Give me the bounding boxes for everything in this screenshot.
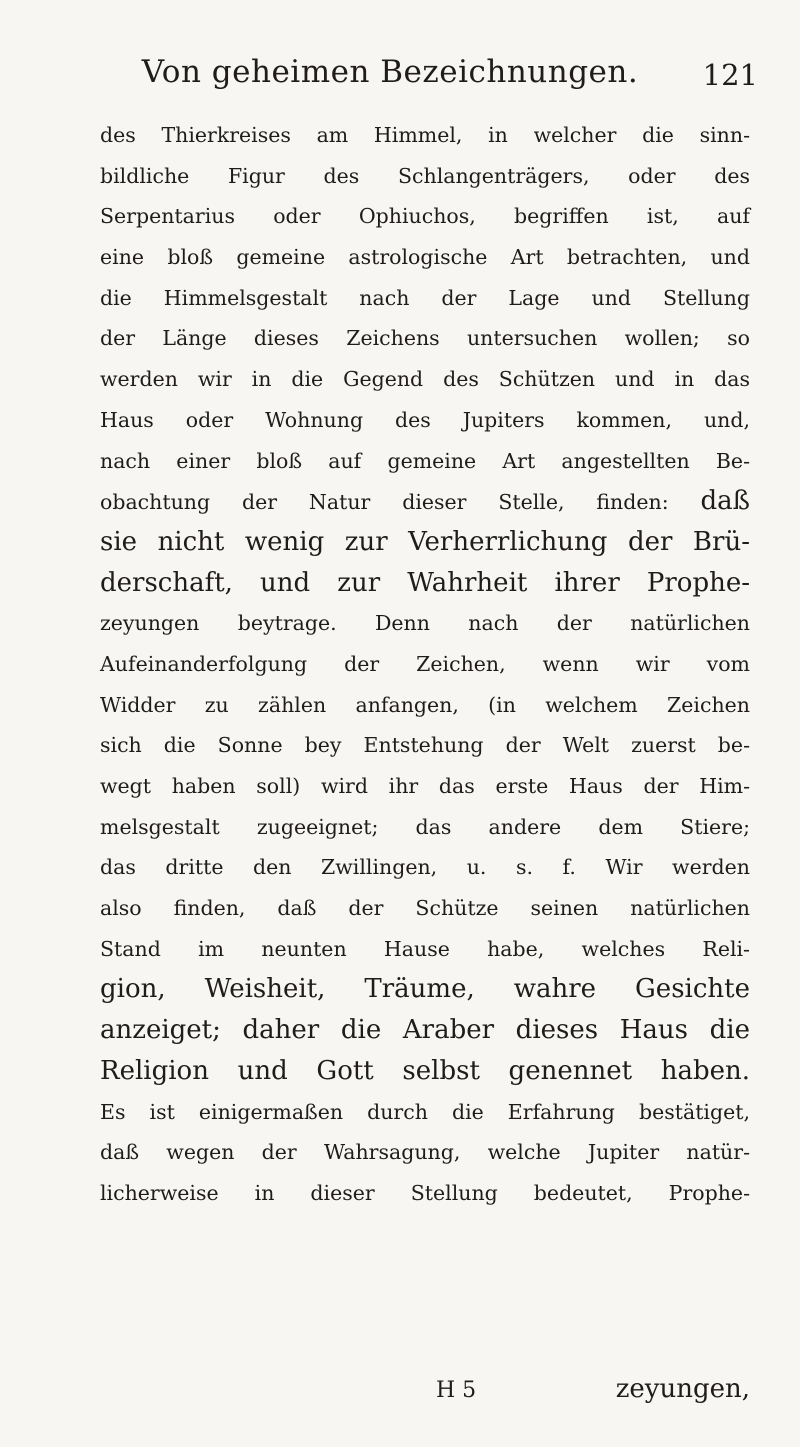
text-line: die Himmelsgestalt nach der Lage und Stellung bbox=[100, 285, 750, 310]
text-line: sich die Sonne bey Entstehung der Welt zuerst be- bbox=[100, 733, 750, 758]
emphasized-line: anzeiget; daher die Araber dieses Haus die bbox=[100, 1015, 750, 1046]
text-line bbox=[100, 481, 750, 522]
emphasized-line: sie nicht wenig zur Verherrlichung der Brü- bbox=[100, 526, 750, 557]
emphasis-word: daß bbox=[700, 486, 750, 517]
page-number: 121 bbox=[702, 58, 758, 92]
text-run: obachtung der Natur dieser Stelle, finden: bbox=[100, 490, 701, 515]
text-line: zeyungen beytrage. Denn nach der natürlichen bbox=[100, 611, 750, 636]
signature-mark: H 5 bbox=[436, 1378, 477, 1403]
text-line: des Thierkreises am Himmel, in welcher die sinn- bbox=[100, 123, 750, 147]
text-line: Stand im neunten Hause habe, welches Reli- bbox=[100, 936, 750, 961]
text-line: Widder zu zählen anfangen, (in welchem Zeichen bbox=[100, 692, 750, 717]
running-head: Von geheimen Bezeichnungen. bbox=[141, 54, 639, 90]
body-text bbox=[100, 115, 750, 1214]
text-line: nach einer bloß auf gemeine Art angestellten Be- bbox=[100, 448, 750, 473]
text-line: melsgestalt zugeeignet; das andere dem Stiere; bbox=[100, 814, 750, 839]
text-line: werden wir in die Gegend des Schützen und in das bbox=[100, 367, 750, 392]
text-line: Serpentarius oder Ophiuchos, begriffen ist, auf bbox=[100, 204, 750, 229]
text-line: Aufeinanderfolgung der Zeichen, wenn wir vom bbox=[100, 651, 750, 676]
text-line: also finden, daß der Schütze seinen natürlichen bbox=[100, 896, 750, 921]
text-line: wegt haben soll) wird ihr das erste Haus der Him- bbox=[100, 774, 750, 798]
text-line: der Länge dieses Zeichens untersuchen wollen; so bbox=[100, 326, 750, 351]
page-footer bbox=[0, 1374, 800, 1418]
text-line: bildliche Figur des Schlangenträgers, oder des bbox=[100, 163, 750, 188]
text-line: das dritte den Zwillingen, u. s. f. Wir werden bbox=[100, 855, 750, 880]
emphasized-line: derschaft, und zur Wahrheit ihrer Prophe- bbox=[100, 567, 750, 598]
emphasized-line: Religion und Gott selbst genennet haben. bbox=[100, 1055, 750, 1086]
text-line: Haus oder Wohnung des Jupiters kommen, und, bbox=[100, 407, 750, 432]
catchword: zeyungen, bbox=[615, 1374, 750, 1404]
emphasized-line: gion, Weisheit, Träume, wahre Gesichte bbox=[100, 974, 750, 1005]
text-line: eine bloß gemeine astrologische Art betrachten, und bbox=[100, 245, 750, 270]
text-line: licherweise in dieser Stellung bedeutet, Prophe- bbox=[100, 1180, 750, 1205]
text-line: daß wegen der Wahrsagung, welche Jupiter natür- bbox=[100, 1140, 750, 1165]
text-line: Es ist einigermaßen durch die Erfahrung bestätiget, bbox=[100, 1099, 750, 1124]
